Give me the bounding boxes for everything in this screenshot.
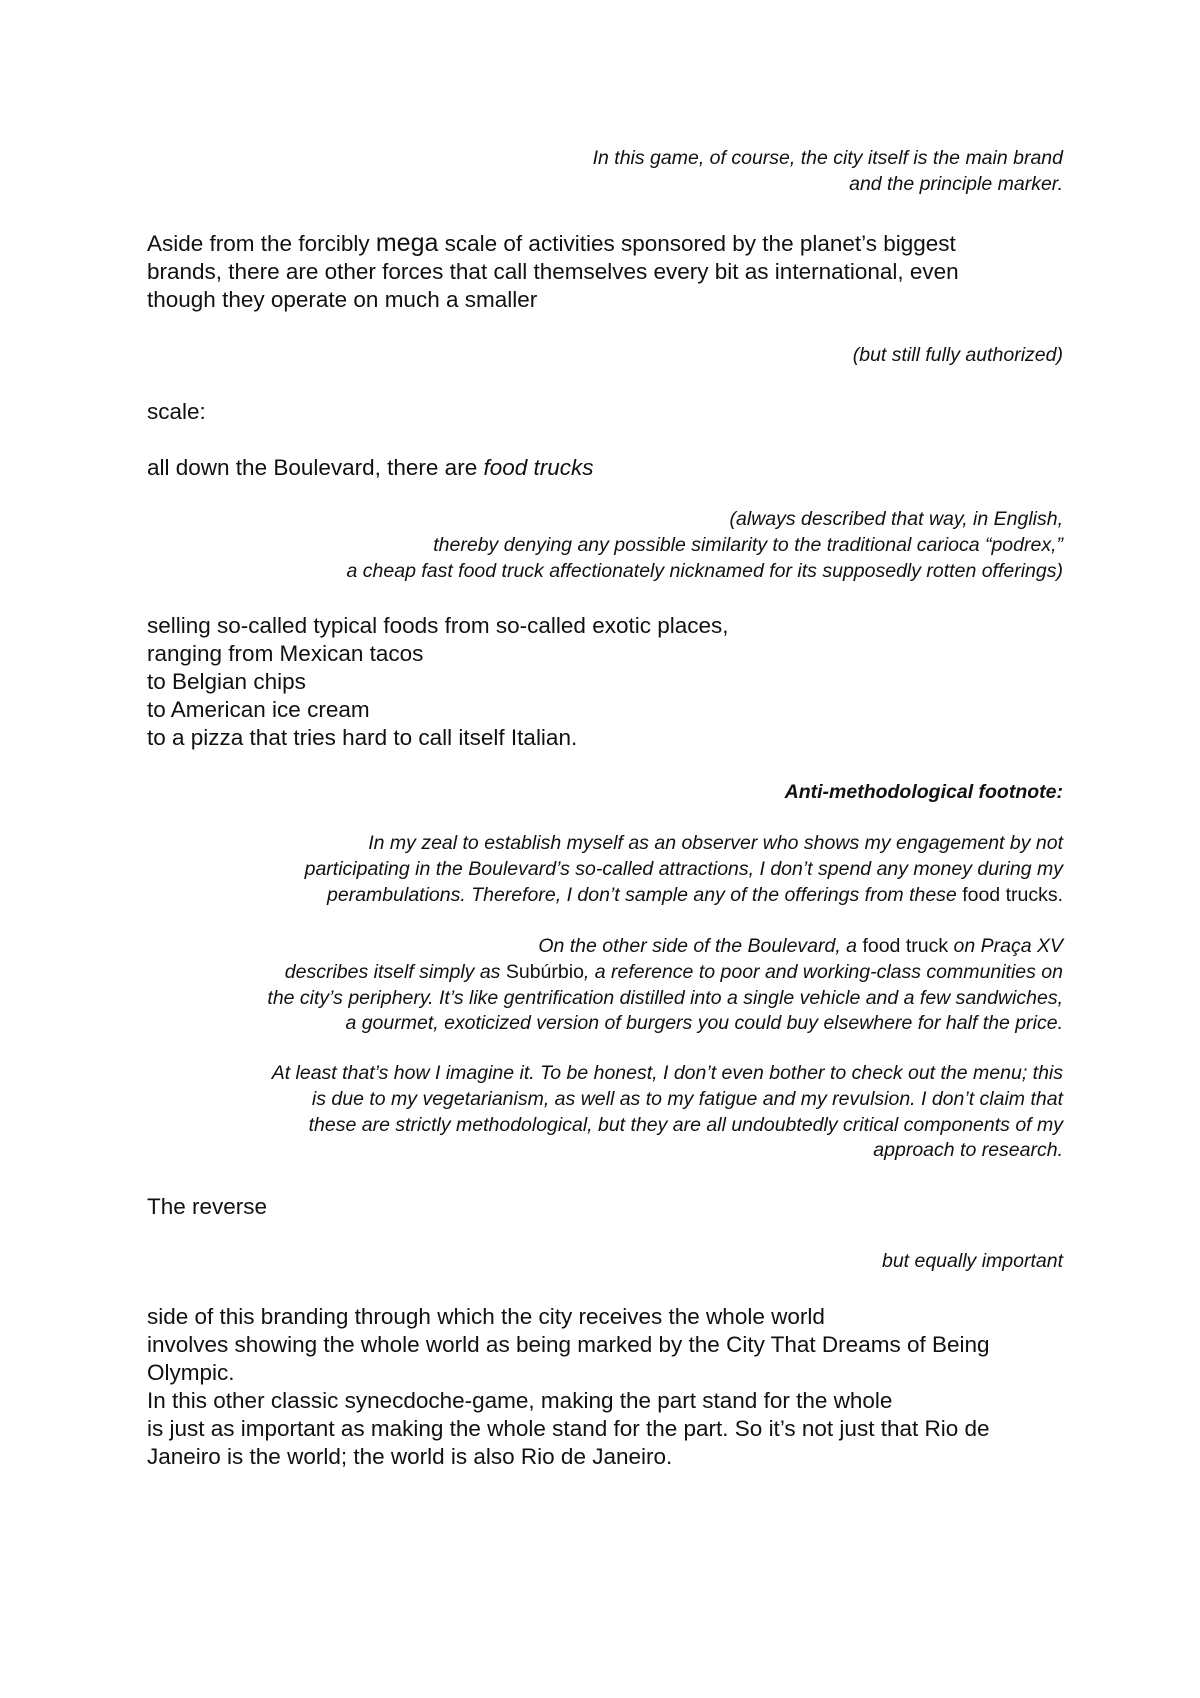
text-line: In this other classic synecdoche-game, making the part stand for the whole <box>147 1388 893 1413</box>
text-line: is due to my vegetarianism, as well as to my fatigue and my revulsion. I don’t claim that <box>311 1087 1063 1110</box>
emphasis-mega: mega <box>375 229 439 257</box>
text-upright: Subúrbio <box>505 960 584 983</box>
text: perambulations. Therefore, I don’t sample any of the offerings from these <box>327 883 963 906</box>
text-line: involves showing the whole world as being marked by the City That Dreams of Being <box>147 1332 990 1357</box>
text-line: these are strictly methodological, but they are all undoubtedly critical components of my <box>308 1113 1063 1136</box>
text-line: In my zeal to establish myself as an observer who shows my engagement by not <box>368 832 1063 854</box>
text-line: selling so-called typical foods from so-called exotic places, <box>147 613 729 638</box>
text-line: brands, there are other forces that call themselves every bit as international, even <box>147 259 959 284</box>
text: scale of activities sponsored by the planet’s biggest <box>438 231 956 256</box>
text-line: (always described that way, in English, <box>729 508 1063 530</box>
text-line: ranging from Mexican tacos <box>147 641 424 666</box>
paragraph-aside-from <box>147 229 1063 314</box>
text-line <box>147 960 1063 986</box>
epigraph <box>147 146 1063 198</box>
epigraph-line: and the principle marker. <box>849 172 1063 195</box>
text-line: though they operate on much a smaller <box>147 287 538 312</box>
text: on Praça XV <box>948 935 1063 957</box>
aside-authorized: (but still fully authorized) <box>852 344 1063 366</box>
aside-equally-important: but equally important <box>881 1250 1063 1272</box>
text-line: to a pizza that tries hard to call itself Italian. <box>147 725 578 750</box>
text-reverse: The reverse <box>147 1194 268 1219</box>
text-line <box>147 229 1063 258</box>
text-line: participating in the Boulevard’s so-called attractions, I don’t spend any money during my <box>304 857 1063 880</box>
text-upright: food trucks. <box>962 883 1063 906</box>
aside-food-trucks <box>147 507 1063 584</box>
text: Aside from the forcibly <box>147 231 376 256</box>
text-scale: scale: <box>147 399 206 424</box>
text-line: the city’s periphery. It’s like gentrification distilled into a single vehicle and a few sandwiches, <box>267 986 1063 1009</box>
text-upright: food truck <box>862 935 949 957</box>
text-line: thereby denying any possible similarity to the traditional carioca “podrex,” <box>433 533 1063 556</box>
paragraph-selling <box>147 612 1063 752</box>
text-boulevard <box>147 454 1063 482</box>
text-line: Olympic. <box>147 1360 235 1385</box>
text-line: to American ice cream <box>147 697 370 722</box>
emphasis-food-trucks: food trucks <box>483 455 594 480</box>
text-line <box>147 883 1063 909</box>
epigraph-line: In this game, of course, the city itself is the main brand <box>592 147 1063 169</box>
text-line: is just as important as making the whole stand for the part. So it’s not just that Rio de <box>147 1416 990 1441</box>
text-line: side of this branding through which the city receives the whole world <box>147 1304 825 1329</box>
text-line: Janeiro is the world; the world is also Rio de Janeiro. <box>147 1444 673 1469</box>
text-line: a gourmet, exoticized version of burgers you could buy elsewhere for half the price. <box>345 1012 1063 1035</box>
text-line: a cheap fast food truck affectionately nicknamed for its supposedly rotten offerings) <box>346 559 1063 582</box>
paragraph-closing <box>147 1303 1063 1471</box>
text: On the other side of the Boulevard, a <box>538 935 863 957</box>
text-line: At least that’s how I imagine it. To be honest, I don’t even bother to check out the menu; this <box>271 1062 1063 1084</box>
text: all down the Boulevard, there are <box>147 455 484 480</box>
text: describes itself simply as <box>284 960 506 983</box>
footnote-paragraph-2 <box>147 934 1063 1037</box>
footnote-paragraph-3 <box>147 1061 1063 1164</box>
footnote-paragraph-1 <box>147 831 1063 908</box>
text-line: approach to research. <box>873 1139 1063 1162</box>
footnote-title: Anti-methodological footnote: <box>784 781 1063 803</box>
text-line: to Belgian chips <box>147 669 306 694</box>
text: , a reference to poor and working-class communities on <box>583 960 1063 983</box>
text-line <box>147 934 1063 960</box>
